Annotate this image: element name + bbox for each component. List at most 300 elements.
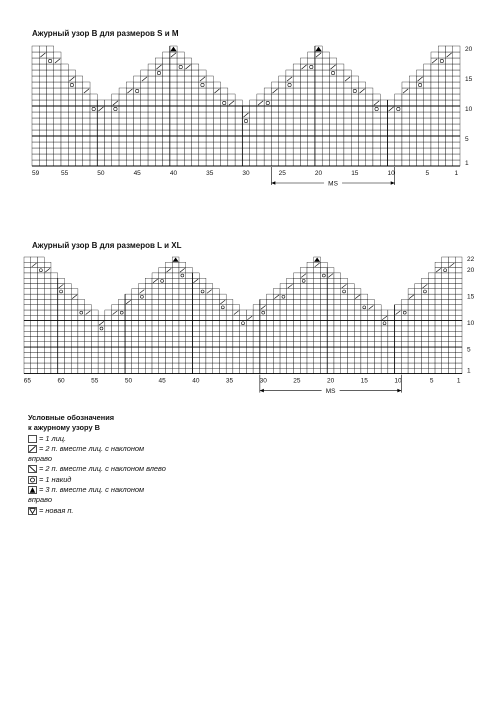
chart-cell (280, 294, 287, 299)
chart-cell (395, 118, 402, 124)
chart-cell (435, 294, 442, 299)
chart-cell (271, 148, 278, 154)
chart-cell (78, 299, 85, 304)
chart-cell (408, 368, 415, 373)
chart-cell (163, 148, 170, 154)
row-number-label: 1 (465, 159, 469, 167)
chart-cell (184, 154, 191, 160)
chart-cell (438, 82, 445, 88)
chart-cell (97, 148, 104, 154)
chart-cell (32, 148, 39, 154)
chart-cell (219, 337, 226, 342)
chart-cell (408, 337, 415, 342)
chart-cell (344, 136, 351, 142)
chart-cell (286, 154, 293, 160)
chart-cell (134, 154, 141, 160)
chart-cell (163, 64, 170, 70)
chart-cell (347, 337, 354, 342)
chart-cell (163, 160, 170, 166)
chart-cell (24, 299, 31, 304)
chart-cell (233, 342, 240, 347)
chart-cell (139, 310, 146, 315)
chart-cell (442, 284, 449, 289)
chart-cell (24, 331, 31, 336)
chart-cell (199, 130, 206, 136)
chart-cell (322, 88, 329, 94)
chart-cell (435, 331, 442, 336)
chart-cell (54, 70, 61, 76)
chart-cell (233, 352, 240, 357)
chart-cell (373, 160, 380, 166)
chart-cell (118, 299, 125, 304)
chart-cell (97, 142, 104, 148)
chart-cell (242, 136, 249, 142)
chart-cell (159, 331, 166, 336)
chart-cell (139, 347, 146, 352)
chart-cell (213, 124, 220, 130)
chart-cell (388, 337, 395, 342)
chart-cell (98, 342, 105, 347)
chart-cell (32, 70, 39, 76)
chart-cell (387, 130, 394, 136)
chart-cell (148, 100, 155, 106)
chart-cell (449, 273, 456, 278)
chart-cell (401, 337, 408, 342)
chart-cell (409, 88, 416, 94)
chart-cell (366, 124, 373, 130)
chart-cell (307, 331, 314, 336)
chart-cell (308, 88, 315, 94)
chart-cell (257, 154, 264, 160)
chart-cell (206, 347, 213, 352)
chart-cell (354, 326, 361, 331)
chart-cell (381, 368, 388, 373)
chart-cell (337, 100, 344, 106)
chart-cell (373, 154, 380, 160)
chart-cell (408, 342, 415, 347)
chart-cell (199, 299, 206, 304)
chart-cell (159, 294, 166, 299)
chart-cell (213, 331, 220, 336)
chart-cell (445, 106, 452, 112)
chart-cell (428, 310, 435, 315)
chart-cell (170, 88, 177, 94)
chart-cell (308, 142, 315, 148)
chart-cell (253, 315, 260, 320)
chart-cell (257, 124, 264, 130)
chart-cell (31, 363, 38, 368)
chart-cell (453, 100, 460, 106)
chart-cell (126, 130, 133, 136)
chart-cell (199, 118, 206, 124)
chart-cell (37, 368, 44, 373)
chart-cell (24, 358, 31, 363)
chart-cell (344, 142, 351, 148)
chart-cell (32, 76, 39, 82)
chart-cell (126, 118, 133, 124)
chart-cell (85, 326, 92, 331)
chart-cell (381, 363, 388, 368)
chart-cell (307, 305, 314, 310)
chart-cell (148, 148, 155, 154)
chart-cell (280, 347, 287, 352)
chart-cell (453, 82, 460, 88)
chart-cell (119, 118, 126, 124)
chart-cell (199, 82, 206, 88)
chart-cell (192, 326, 199, 331)
chart-cell (344, 112, 351, 118)
chart-cell (148, 76, 155, 82)
chart-cell (327, 278, 334, 283)
chart-cell (221, 88, 228, 94)
chart-cell (132, 289, 139, 294)
chart-cell (387, 148, 394, 154)
chart-cell (442, 305, 449, 310)
chart-cell (300, 342, 307, 347)
chart-cell (395, 154, 402, 160)
chart-cell (184, 94, 191, 100)
chart-cell (449, 299, 456, 304)
chart-cell (242, 154, 249, 160)
chart-cell (213, 321, 220, 326)
chart-cell (273, 347, 280, 352)
chart-cell (145, 358, 152, 363)
chart-cell (118, 315, 125, 320)
chart-cell (431, 118, 438, 124)
legend-item-yarn-over (28, 475, 166, 485)
chart-cell (78, 326, 85, 331)
chart-cell (402, 112, 409, 118)
chart-cell (308, 136, 315, 142)
chart-cell (213, 112, 220, 118)
chart-cell (184, 142, 191, 148)
chart-cell (31, 368, 38, 373)
chart-cell (408, 299, 415, 304)
chart-cell (179, 342, 186, 347)
chart-cell (141, 106, 148, 112)
chart-cell (145, 310, 152, 315)
chart-cell (51, 358, 58, 363)
chart-cell (152, 284, 159, 289)
chart-cell (24, 321, 31, 326)
chart-cell (344, 148, 351, 154)
chart-cell (47, 130, 54, 136)
chart-cell (395, 160, 402, 166)
chart-cell (368, 321, 375, 326)
chart-cell (78, 352, 85, 357)
chart-cell (83, 142, 90, 148)
chart-cell (68, 112, 75, 118)
chart-cell (219, 326, 226, 331)
chart-cell (327, 284, 334, 289)
chart-cell (280, 358, 287, 363)
chart-cell (337, 64, 344, 70)
chart-cell (453, 130, 460, 136)
chart-cell (307, 363, 314, 368)
chart-cell (453, 70, 460, 76)
chart-cell (105, 315, 112, 320)
chart-cell (424, 142, 431, 148)
chart-cell (435, 368, 442, 373)
chart-cell (415, 321, 422, 326)
chart-cell (192, 342, 199, 347)
chart-cell (141, 142, 148, 148)
chart-cell (344, 88, 351, 94)
chart-cell (159, 358, 166, 363)
chart-cell (351, 148, 358, 154)
chart-cell (442, 363, 449, 368)
chart-cell (184, 118, 191, 124)
chart-cell (449, 284, 456, 289)
chart-cell (31, 337, 38, 342)
chart-cell (422, 315, 429, 320)
chart-cell (39, 70, 46, 76)
chart-cell (206, 148, 213, 154)
chart-cell (315, 112, 322, 118)
chart-cell (315, 82, 322, 88)
chart-cell (32, 130, 39, 136)
chart-cell (250, 154, 257, 160)
chart-cell (329, 100, 336, 106)
chart-cell (226, 315, 233, 320)
chart-cell (307, 337, 314, 342)
chart-cell (199, 136, 206, 142)
chart-cell (213, 289, 220, 294)
chart-cell (44, 294, 51, 299)
chart-cell (139, 342, 146, 347)
chart-cell (64, 326, 71, 331)
chart-cell (435, 305, 442, 310)
chart-cell (455, 310, 462, 315)
chart-cell (163, 82, 170, 88)
chart-cell (445, 76, 452, 82)
chart-cell (267, 310, 274, 315)
chart-cell (179, 273, 186, 278)
chart-cell (435, 273, 442, 278)
chart-cell (54, 124, 61, 130)
chart-cell (279, 154, 286, 160)
chart-cell (395, 337, 402, 342)
chart-cell (354, 368, 361, 373)
stitch-number-label: 25 (278, 170, 286, 177)
chart-cell (132, 352, 139, 357)
chart-cell (68, 106, 75, 112)
chart-cell (192, 124, 199, 130)
chart-cell (293, 94, 300, 100)
chart-cell (280, 310, 287, 315)
chart-cell (228, 142, 235, 148)
chart-cell (307, 326, 314, 331)
chart-cell (334, 321, 341, 326)
chart-cell (294, 305, 301, 310)
chart-cell (260, 347, 267, 352)
chart-cell (428, 358, 435, 363)
chart-cell (280, 363, 287, 368)
chart-cell (442, 347, 449, 352)
chart-cell (253, 358, 260, 363)
chart-cell (424, 160, 431, 166)
chart-cell (32, 112, 39, 118)
chart-cell (300, 363, 307, 368)
chart-cell (293, 142, 300, 148)
chart-cell (172, 331, 179, 336)
chart-cell (152, 326, 159, 331)
chart-cell (422, 363, 429, 368)
chart-cell (219, 331, 226, 336)
chart-cell (172, 321, 179, 326)
chart-cell (287, 305, 294, 310)
chart-cell (213, 106, 220, 112)
chart-cell (293, 148, 300, 154)
chart-cell (455, 358, 462, 363)
chart-cell (126, 136, 133, 142)
chart-cell (361, 337, 368, 342)
chart-cell (51, 342, 58, 347)
chart-cell (455, 268, 462, 273)
chart-cell (213, 118, 220, 124)
chart-cell (273, 289, 280, 294)
chart-cell (449, 289, 456, 294)
chart-cell (260, 368, 267, 373)
chart-cell (179, 368, 186, 373)
chart-cell (416, 154, 423, 160)
chart-cell (213, 142, 220, 148)
chart-cell (341, 315, 348, 320)
chart-cell (438, 118, 445, 124)
chart-cell (388, 342, 395, 347)
chart-cell (337, 70, 344, 76)
chart-cell (320, 299, 327, 304)
chart-cell (206, 315, 213, 320)
chart-cell (64, 368, 71, 373)
chart-cell (279, 160, 286, 166)
chart-cell (347, 331, 354, 336)
chart-cell (192, 136, 199, 142)
chart-cell (152, 305, 159, 310)
legend-item-new-stitch (28, 506, 166, 516)
chart-cell (449, 294, 456, 299)
chart-cell (334, 278, 341, 283)
chart-cell (58, 289, 65, 294)
chart-cell (240, 358, 247, 363)
chart-cell (431, 100, 438, 106)
chart-cell (347, 305, 354, 310)
chart-cell (186, 278, 193, 283)
chart-title-lxl: Ажурный узор В для размеров L и XL (32, 241, 182, 250)
chart-cell (453, 160, 460, 166)
chart-cell (267, 294, 274, 299)
chart-cell (184, 148, 191, 154)
chart-cell (344, 100, 351, 106)
chart-cell (442, 342, 449, 347)
chart-cell (453, 136, 460, 142)
chart-cell (132, 342, 139, 347)
chart-cell (228, 94, 235, 100)
chart-cell (159, 289, 166, 294)
chart-cell (315, 88, 322, 94)
chart-cell (221, 160, 228, 166)
chart-cell (76, 88, 83, 94)
chart-cell (395, 363, 402, 368)
chart-cell (145, 331, 152, 336)
chart-cell (112, 305, 119, 310)
chart-cell (71, 331, 78, 336)
chart-cell (387, 118, 394, 124)
chart-cell (179, 358, 186, 363)
chart-cell (90, 142, 97, 148)
chart-cell (68, 142, 75, 148)
chart-cell (408, 331, 415, 336)
chart-cell (44, 352, 51, 357)
chart-cell (64, 305, 71, 310)
chart-cell (294, 289, 301, 294)
chart-cell (415, 347, 422, 352)
chart-cell (24, 278, 31, 283)
chart-cell (438, 154, 445, 160)
chart-cell (179, 310, 186, 315)
chart-cell (155, 142, 162, 148)
chart-cell (322, 106, 329, 112)
chart-cell (58, 326, 65, 331)
chart-cell (32, 82, 39, 88)
chart-cell (132, 326, 139, 331)
chart-cell (32, 106, 39, 112)
chart-cell (199, 321, 206, 326)
row-number-label: 5 (467, 346, 471, 354)
chart-cell (267, 342, 274, 347)
chart-cell (132, 368, 139, 373)
chart-cell (170, 58, 177, 64)
chart-cell (455, 278, 462, 283)
chart-cell (271, 130, 278, 136)
row-number-label: 20 (465, 45, 473, 53)
chart-cell (226, 337, 233, 342)
legend-title-line1: Условные обозначения (28, 413, 115, 422)
chart-cell (228, 112, 235, 118)
chart-cell (192, 358, 199, 363)
chart-cell (24, 363, 31, 368)
chart-cell (428, 337, 435, 342)
chart-cell (327, 315, 334, 320)
chart-cell (438, 100, 445, 106)
chart-cell (126, 148, 133, 154)
chart-cell (97, 154, 104, 160)
chart-cell (329, 124, 336, 130)
chart-cell (358, 160, 365, 166)
chart-cell (322, 58, 329, 64)
chart-cell (44, 331, 51, 336)
chart-cell (300, 112, 307, 118)
chart-cell (51, 305, 58, 310)
chart-cell (119, 100, 126, 106)
chart-cell (199, 278, 206, 283)
chart-cell (141, 160, 148, 166)
chart-cell (374, 321, 381, 326)
chart-cell (307, 368, 314, 373)
chart-cell (163, 154, 170, 160)
chart-cell (179, 331, 186, 336)
chart-cell (402, 160, 409, 166)
chart-cell (240, 337, 247, 342)
chart-cell (159, 352, 166, 357)
chart-cell (422, 299, 429, 304)
chart-cell (250, 100, 257, 106)
chart-cell (172, 358, 179, 363)
chart-cell (145, 321, 152, 326)
chart-cell (424, 124, 431, 130)
chart-cell (141, 148, 148, 154)
chart-cell (206, 342, 213, 347)
